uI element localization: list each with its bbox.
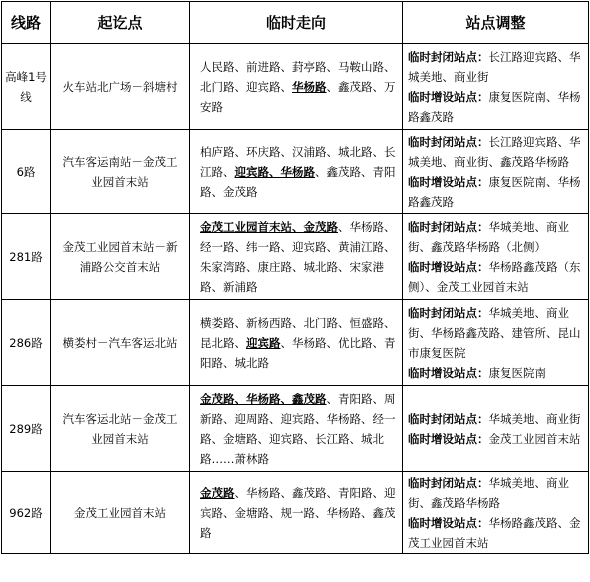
line-cell: 高峰1号线	[2, 44, 51, 130]
route-segment: 人民路、前进路、葑亭路、马鞍山路、北门路、迎宾路、	[200, 59, 396, 94]
added-stops-label: 临时增设站点：	[408, 174, 489, 189]
route-adjustment-table	[1, 1, 589, 554]
stop-adjustment-cell	[403, 472, 589, 554]
closed-stops-text: 华城美地、商业街、华杨路鑫茂路、建管所、昆山市康复医院	[408, 305, 581, 360]
route-segment: 、鑫茂路、万安路	[200, 79, 396, 114]
route-segment: 、华杨路、优比路、青阳路、城北路	[200, 335, 396, 370]
table-row	[2, 130, 589, 214]
stop-adjustment-cell	[403, 44, 589, 130]
added-stops-label: 临时增设站点：	[408, 515, 489, 530]
added-stops-text: 康复医院南	[488, 365, 546, 380]
closed-stops-text: 长江路迎宾路、华城美地、商业街、鑫茂路华杨路	[408, 134, 581, 169]
header-stop-adjustment: 站点调整	[403, 2, 589, 44]
closed-stops-label: 临时封闭站点：	[408, 475, 489, 490]
table-row	[2, 44, 589, 130]
temporary-route-cell	[190, 472, 403, 554]
added-stops-text: 康复医院南、华杨路鑫茂路	[408, 89, 581, 124]
temporary-route-cell	[190, 386, 403, 472]
added-stops-label: 临时增设站点：	[408, 89, 489, 104]
table-row	[2, 386, 589, 472]
closed-stops-text: 华城美地、商业街、鑫茂路华杨路（北侧）	[408, 219, 569, 254]
route-highlight-segment: 金茂路	[200, 485, 235, 500]
origin-destination-cell: 火车站北广场－斜塘村	[51, 44, 190, 130]
route-segment: 、华杨路、经一路、纬一路、迎宾路、黄浦江路、朱家湾路、康庄路、城北路、宋家港路、新浦路	[200, 219, 396, 294]
route-segment: 、青阳路、周新路、迎周路、迎宾路、华杨路、经一路、金塘路、迎宾路、长江路、城北路……萧林路	[200, 391, 396, 466]
closed-stops-label: 临时封闭站点：	[408, 49, 489, 64]
stop-adjustment-cell	[403, 130, 589, 214]
added-stops-label: 临时增设站点：	[408, 259, 489, 274]
route-segment: 柏庐路、环庆路、汉浦路、城北路、长江路、	[200, 144, 396, 179]
stop-adjustment-cell	[403, 386, 589, 472]
origin-destination-cell: 金茂工业园首末站－新浦路公交首末站	[51, 214, 190, 300]
stop-adjustment-cell	[403, 300, 589, 386]
added-stops-text: 康复医院南、华杨路鑫茂路	[408, 174, 581, 209]
line-cell: 289路	[2, 386, 51, 472]
temporary-route-cell	[190, 300, 403, 386]
header-temporary-route: 临时走向	[190, 2, 403, 44]
added-stops-text: 金茂工业园首末站	[488, 431, 581, 446]
closed-stops-label: 临时封闭站点：	[408, 219, 489, 234]
added-stops-label: 临时增设站点：	[408, 431, 489, 446]
origin-destination-cell: 横娄村－汽车客运北站	[51, 300, 190, 386]
added-stops-text: 华杨路鑫茂路、金茂工业园首末站	[408, 515, 581, 550]
line-cell: 6路	[2, 130, 51, 214]
header-line: 线路	[2, 2, 51, 44]
closed-stops-text: 华城美地、商业街	[488, 411, 581, 426]
temporary-route-cell	[190, 214, 403, 300]
temporary-route-cell	[190, 130, 403, 214]
header-row	[2, 2, 589, 44]
closed-stops-label: 临时封闭站点：	[408, 305, 489, 320]
line-cell: 286路	[2, 300, 51, 386]
route-segment: 、华杨路、鑫茂路、青阳路、迎宾路、金塘路、规一路、华杨路、鑫茂路	[200, 485, 396, 540]
origin-destination-cell: 汽车客运南站－金茂工业园首末站	[51, 130, 190, 214]
route-segment: 横娄路、新杨西路、北门路、恒盛路、昆北路、	[200, 315, 396, 350]
route-highlight-segment: 金茂工业园首末站、金茂路	[200, 219, 338, 234]
table-row	[2, 472, 589, 554]
table-row	[2, 300, 589, 386]
closed-stops-label: 临时封闭站点：	[408, 411, 489, 426]
table-row	[2, 214, 589, 300]
closed-stops-text: 长江路迎宾路、华城美地、商业街	[408, 49, 581, 84]
route-highlight-segment: 迎宾路	[246, 335, 281, 350]
temporary-route-cell	[190, 44, 403, 130]
line-cell: 962路	[2, 472, 51, 554]
route-segment: 、鑫茂路、青阳路、金茂路	[200, 164, 396, 199]
origin-destination-cell: 金茂工业园首末站	[51, 472, 190, 554]
stop-adjustment-cell	[403, 214, 589, 300]
route-highlight-segment: 金茂路、华杨路、鑫茂路	[200, 391, 327, 406]
line-cell: 281路	[2, 214, 51, 300]
header-origin-destination: 起讫点	[51, 2, 190, 44]
closed-stops-label: 临时封闭站点：	[408, 134, 489, 149]
route-highlight-segment: 华杨路	[292, 79, 327, 94]
route-highlight-segment: 迎宾路、华杨路	[234, 164, 315, 179]
added-stops-text: 华杨路鑫茂路（东侧）、金茂工业园首末站	[408, 259, 581, 294]
closed-stops-text: 华城美地、商业街、鑫茂路华杨路	[408, 475, 569, 510]
added-stops-label: 临时增设站点：	[408, 365, 489, 380]
origin-destination-cell: 汽车客运北站－金茂工业园首末站	[51, 386, 190, 472]
